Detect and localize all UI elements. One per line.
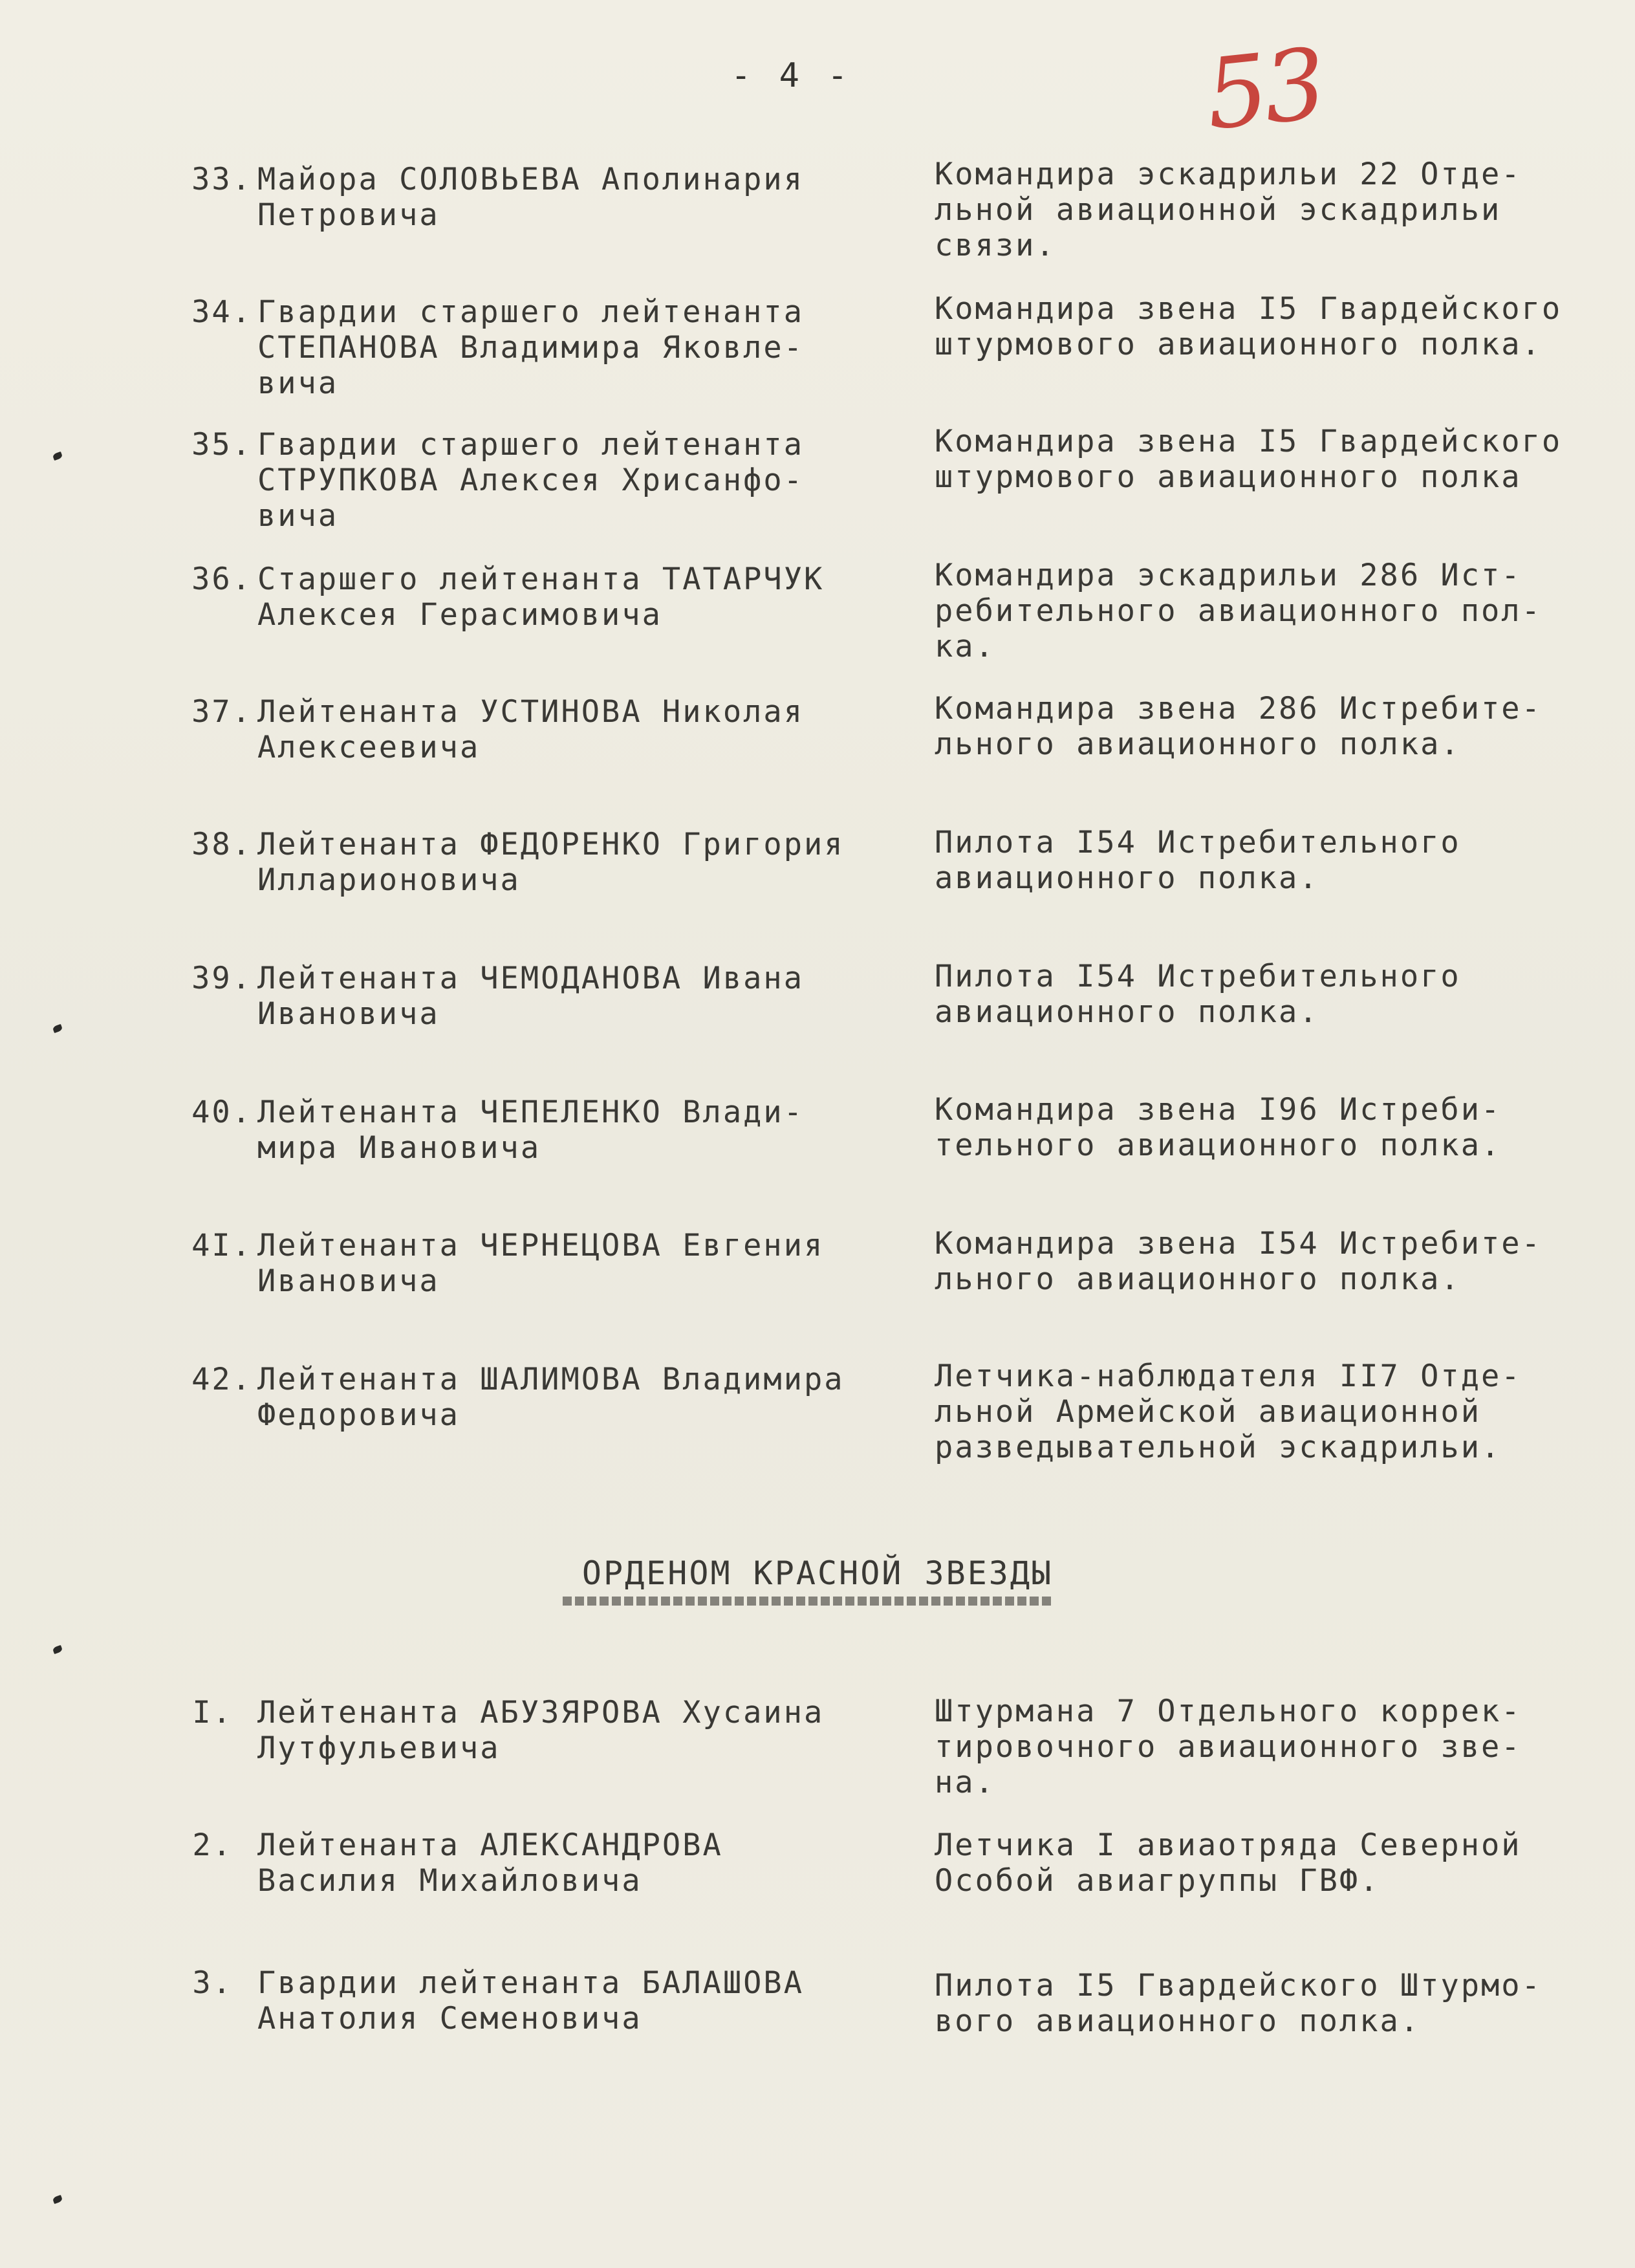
entry-name: Лейтенанта ШАЛИМОВА Владимира Федоровича <box>257 1362 845 1433</box>
entry-position: Командира звена 286 Истребите- льного авиационного полка. <box>935 691 1542 762</box>
entry-name: Лейтенанта ЧЕПЕЛЕНКО Влади- мира Ивановича <box>257 1095 805 1166</box>
entry-number: 3. <box>192 1965 233 2001</box>
entry-number: 4I. <box>191 1228 252 1263</box>
entry-name: Лейтенанта ФЕДОРЕНКО Григория Илларионовича <box>257 827 845 898</box>
entry-position: Командира эскадрильи 286 Ист- ребительного авиационного пол- ка. <box>935 558 1542 664</box>
heading-double-underline <box>563 1597 1053 1606</box>
entry-number: 2. <box>192 1827 233 1863</box>
entry-number: 40. <box>191 1095 252 1130</box>
entry-number: 42. <box>191 1362 252 1397</box>
entry-position: Командира звена I54 Истребите- льного авиационного полка. <box>935 1226 1542 1297</box>
entry-number: 37. <box>191 694 252 730</box>
entry-name: Гвардии старшего лейтенанта СТРУПКОВА Алексея Хрисанфо- вича <box>257 427 805 534</box>
entry-number: 34. <box>191 294 252 330</box>
punch-hole-mark <box>52 2195 63 2204</box>
entry-name: Лейтенанта АБУЗЯРОВА Хусаина Лутфульевича <box>257 1695 825 1766</box>
entry-position: Командира звена I96 Истреби- тельного авиационного полка. <box>935 1092 1502 1163</box>
entry-name: Лейтенанта АЛЕКСАНДРОВА Василия Михайловича <box>257 1827 723 1899</box>
punch-hole-mark <box>52 452 63 461</box>
entry-number: 38. <box>191 827 252 862</box>
entry-name: Лейтенанта ЧЕМОДАНОВА Ивана Ивановича <box>257 961 805 1032</box>
entry-name: Лейтенанта ЧЕРНЕЦОВА Евгения Ивановича <box>257 1228 825 1299</box>
entry-name: Старшего лейтенанта ТАТАРЧУК Алексея Герасимовича <box>257 562 825 633</box>
page-number: - 4 - <box>731 56 852 95</box>
punch-hole-mark <box>52 1645 63 1654</box>
section-heading: ОРДЕНОМ КРАСНОЙ ЗВЕЗДЫ <box>581 1554 1054 1592</box>
handwritten-page-number: 53 <box>1200 28 1328 152</box>
entry-number: 35. <box>191 427 252 463</box>
punch-hole-mark <box>52 1024 63 1033</box>
entry-name: Гвардии лейтенанта БАЛАШОВА Анатолия Семеновича <box>257 1965 805 2036</box>
entry-position: Штурмана 7 Отдельного коррек- тировочного авиационного зве- на. <box>935 1694 1522 1800</box>
entry-number: I. <box>192 1695 233 1730</box>
entry-position: Летчика I авиаотряда Северной Особой авиагруппы ГВФ. <box>935 1827 1522 1899</box>
entry-position: Пилота I5 Гвардейского Штурмо- вого авиационного полка. <box>935 1968 1542 2039</box>
entry-name: Майора СОЛОВЬЕВА Аполинария Петровича <box>257 162 805 233</box>
entry-number: 39. <box>191 961 252 996</box>
entry-position: Командира звена I5 Гвардейского штурмового авиационного полка. <box>935 291 1563 362</box>
entry-position: Пилота I54 Истребительного авиационного полка. <box>935 825 1461 896</box>
entry-number: 33. <box>191 162 252 197</box>
entry-position: Командира эскадрильи 22 Отде- льной авиационной эскадрильи связи. <box>935 157 1522 263</box>
entry-name: Гвардии старшего лейтенанта СТЕПАНОВА Владимира Яковле- вича <box>257 294 805 401</box>
entry-position: Летчика-наблюдателя II7 Отде- льной Армейской авиационной разведывательной эскадрильи. <box>935 1358 1522 1465</box>
entry-name: Лейтенанта УСТИНОВА Николая Алексеевича <box>257 694 805 765</box>
entry-number: 36. <box>191 562 252 597</box>
entry-position: Пилота I54 Истребительного авиационного полка. <box>935 959 1461 1030</box>
entry-position: Командира звена I5 Гвардейского штурмового авиационного полка <box>935 424 1563 495</box>
